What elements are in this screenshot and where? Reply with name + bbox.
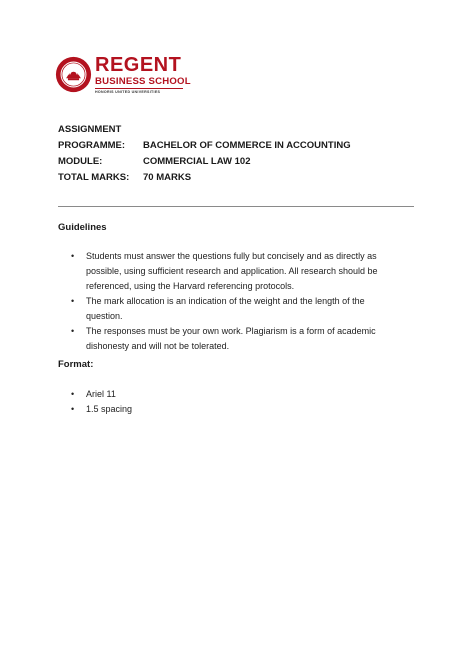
programme-value: BACHELOR OF COMMERCE IN ACCOUNTING	[143, 140, 351, 151]
format-heading: Format:	[58, 359, 94, 370]
section-divider	[58, 206, 414, 207]
regent-seal-icon	[55, 56, 92, 93]
module-label: MODULE:	[58, 156, 103, 167]
assignment-title: ASSIGNMENT	[58, 124, 122, 135]
list-item: • 1.5 spacing	[58, 402, 398, 417]
logo-rule	[95, 88, 183, 89]
list-item: • Ariel 11	[58, 387, 398, 402]
logo-tagline: HONORIS UNITED UNIVERSITIES	[95, 90, 161, 94]
list-item: • The responses must be your own work. Plagiarism is a form of academic dishonesty and will not be tolerated.	[71, 326, 376, 351]
list-item: • The mark allocation is an indication of the weight and the length of the question.	[71, 296, 365, 321]
programme-label: PROGRAMME:	[58, 140, 126, 151]
module-value: COMMERCIAL LAW 102	[143, 156, 251, 167]
bullet-icon: •	[71, 389, 75, 399]
total-marks-value: 70 MARKS	[143, 172, 192, 183]
bullet-icon: •	[71, 296, 75, 306]
bullet-icon: •	[71, 326, 75, 336]
guidelines-list	[58, 249, 398, 354]
format-list	[58, 387, 398, 417]
regent-logo	[55, 54, 191, 102]
logo-name: REGENT	[95, 54, 182, 76]
list-item: • Students must answer the questions fully but concisely and as directly as possible, using sufficient research and application. All research should be referenced, using the Harvard referencing protocols.	[71, 251, 378, 291]
total-marks-label: TOTAL MARKS:	[58, 172, 130, 183]
bullet-icon: •	[71, 251, 75, 261]
guidelines-heading: Guidelines	[58, 222, 107, 233]
logo-subname: BUSINESS SCHOOL	[95, 76, 191, 87]
bullet-icon: •	[71, 404, 75, 414]
